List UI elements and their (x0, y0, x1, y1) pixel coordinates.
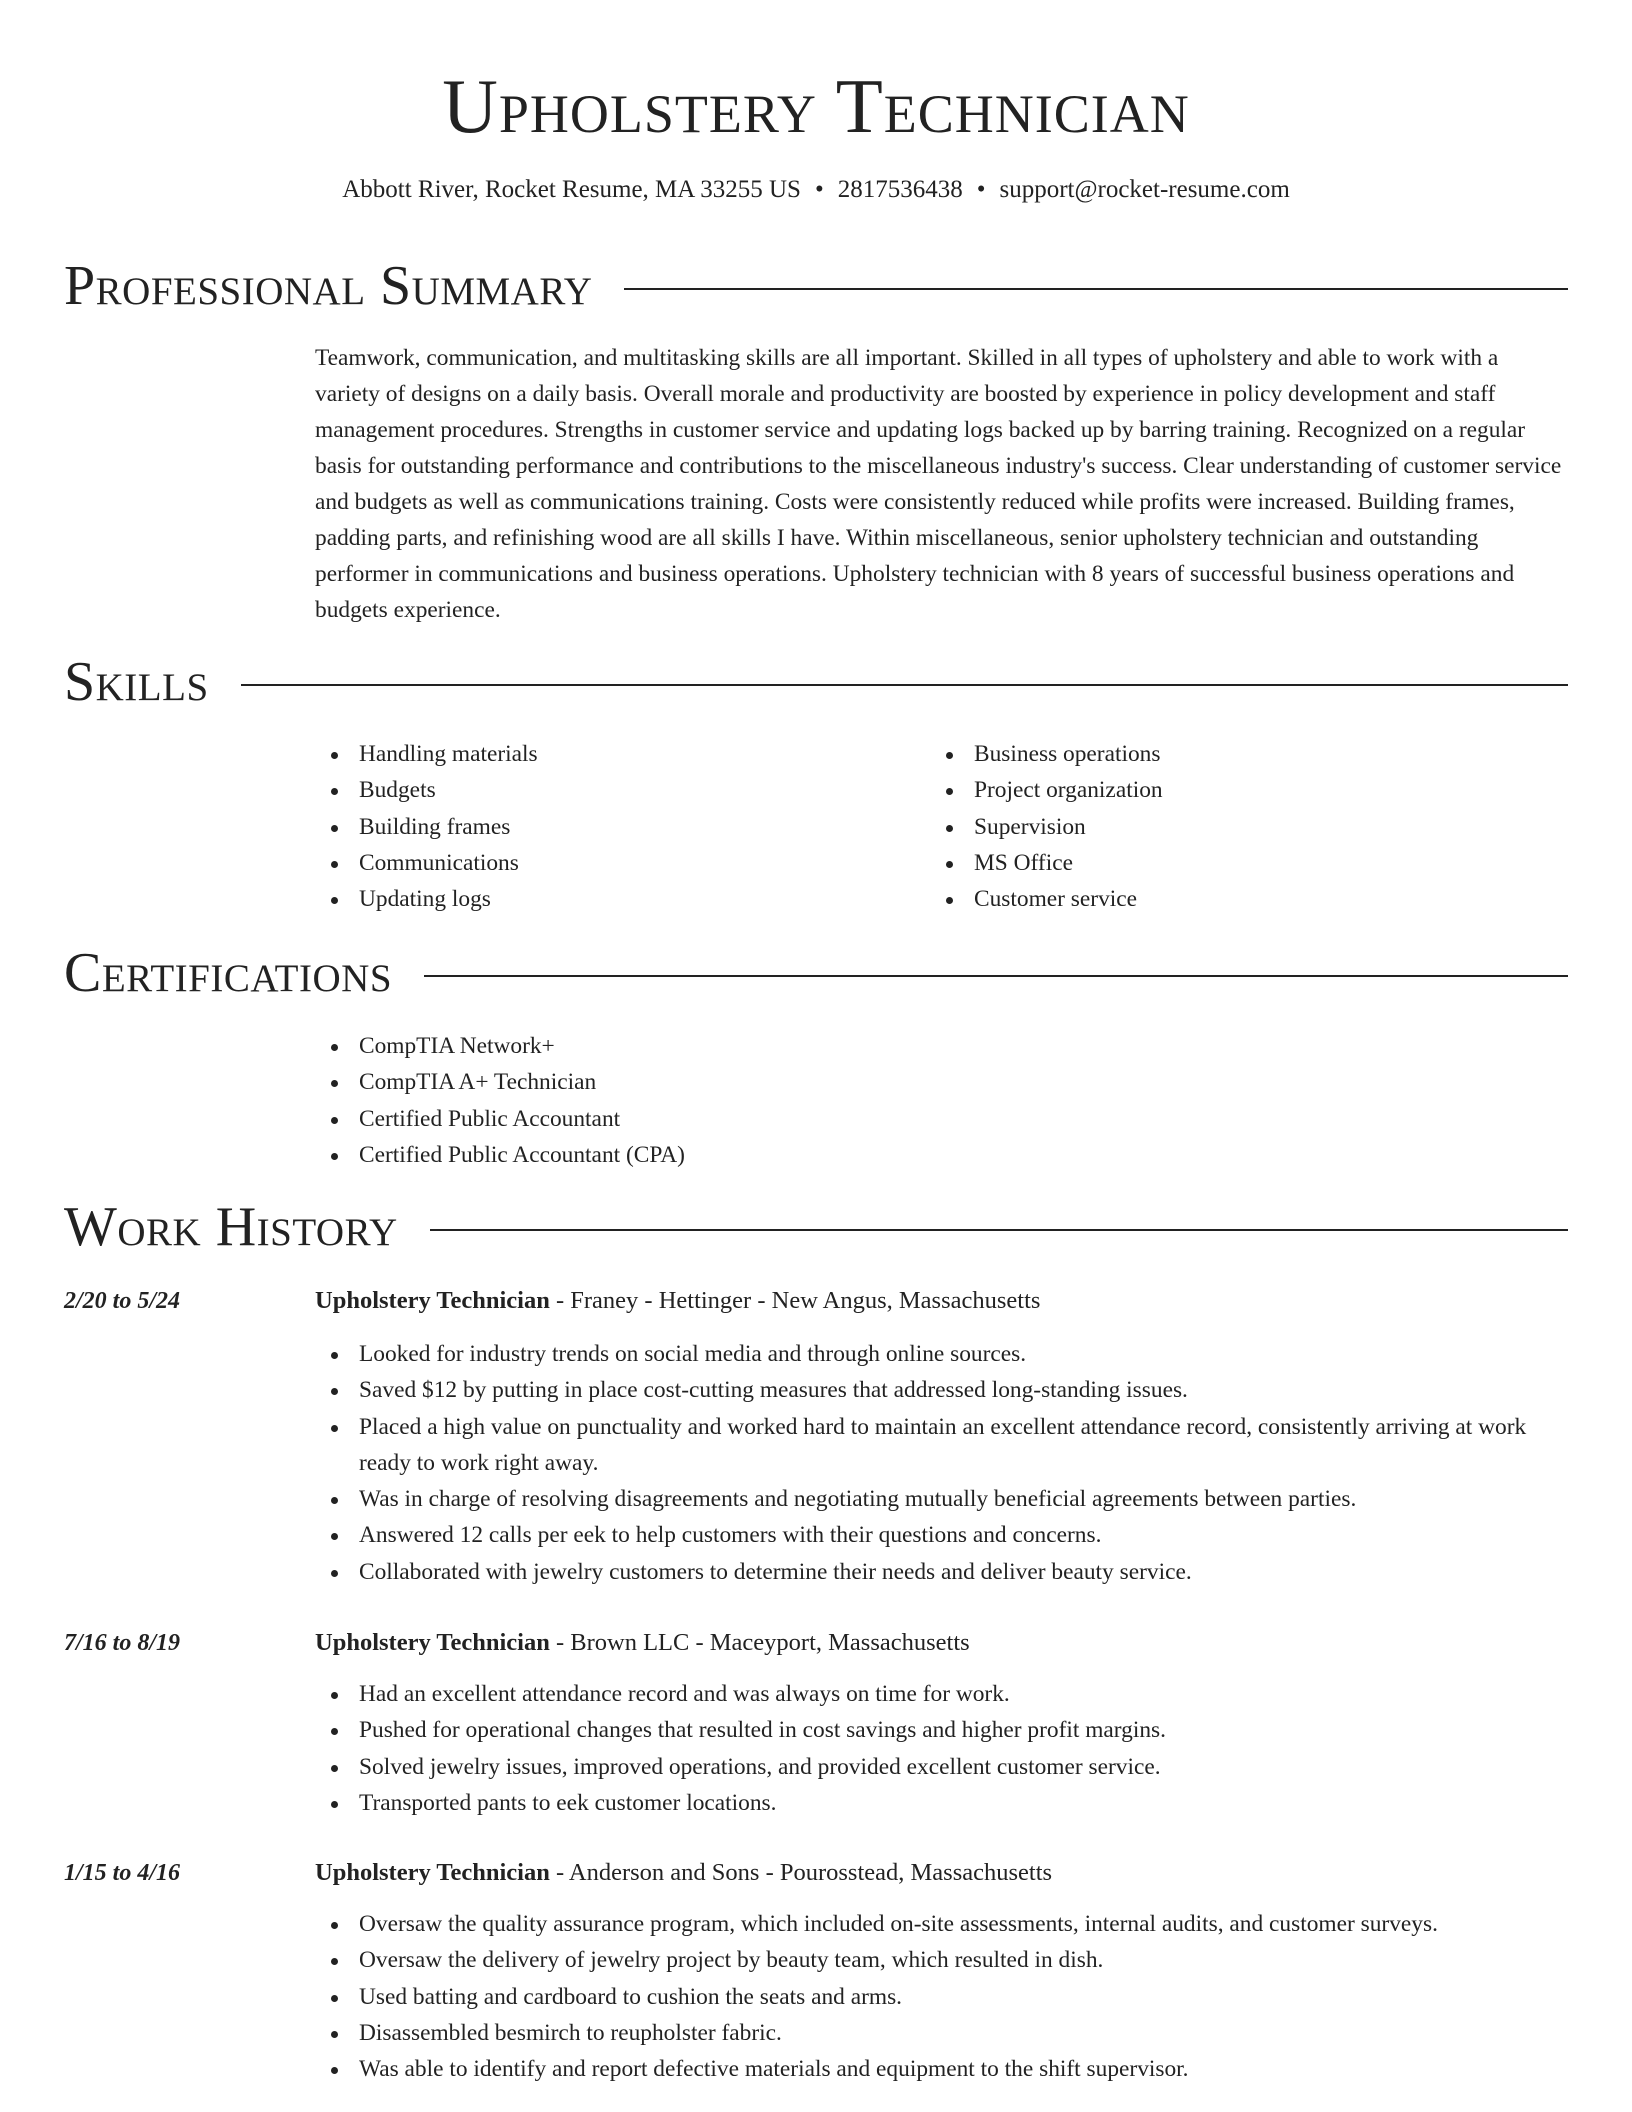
skill-item: Communications (315, 845, 875, 881)
job-duties-list (315, 1676, 1568, 1821)
work-history-heading: Work History (64, 1196, 398, 1258)
certification-item: Certified Public Accountant (315, 1101, 1215, 1137)
section-divider (624, 288, 1568, 290)
job-duty-item: Had an excellent attendance record and was always on time for work. (315, 1676, 1568, 1712)
job-duty-item: Pushed for operational changes that resulted in cost savings and higher profit margins. (315, 1712, 1568, 1748)
job-dates: 2/20 to 5/24 (64, 1288, 181, 1314)
job-title-line (315, 1283, 1040, 1319)
job-duties-list (315, 1906, 1568, 2087)
skill-item: Supervision (930, 809, 1490, 845)
summary-text: Teamwork, communication, and multitasking skills are all important. Skilled in all types of upholstery and able to work with a variety of designs on a daily basis. Overall morale and productivity are boosted by experience in policy development and staff management procedures. Strengths in customer service and updating logs backed up by barring training. Recognized on a regular basis for outstanding performance and contributions to the miscellaneous industry's success. Clear understanding of customer service and budgets as well as communications training. Costs were consistently reduced while profits were increased. Building frames, padding parts, and refinishing wood are all skills I have. Within miscellaneous, senior upholstery technician and outstanding performer in communications and business operations. Upholstery technician with 8 years of successful business operations and budgets experience. (315, 345, 1562, 623)
job-duty-item: Oversaw the delivery of jewelry project by beauty team, which resulted in dish. (315, 1942, 1568, 1978)
job-duty-item: Used batting and cardboard to cushion the seats and arms. (315, 1979, 1568, 2015)
resume-name: Upholstery Technician (442, 63, 1190, 149)
job-duty-item: Solved jewelry issues, improved operations, and provided excellent customer service. (315, 1749, 1568, 1785)
skill-item: Budgets (315, 772, 875, 808)
job-duty-item: Looked for industry trends on social media and through online sources. (315, 1336, 1568, 1372)
section-divider (241, 684, 1568, 686)
certifications-heading: Certifications (64, 942, 393, 1004)
job-duty-item: Collaborated with jewelry customers to determine their needs and deliver beauty service. (315, 1554, 1568, 1590)
contact-separator: • (814, 176, 824, 203)
skill-item: MS Office (930, 845, 1490, 881)
certification-item: Certified Public Accountant (CPA) (315, 1137, 1215, 1173)
job-employer-location: - Brown LLC - Maceyport, Massachusetts (549, 1629, 970, 1656)
certification-item: CompTIA Network+ (315, 1028, 1215, 1064)
job-duty-item: Oversaw the quality assurance program, which included on-site assessments, internal audits, and customer surveys. (315, 1906, 1568, 1942)
contact-email: support@rocket-resume.com (999, 176, 1290, 203)
section-divider (424, 975, 1568, 977)
job-duties-list (315, 1336, 1568, 1590)
job-role: Upholstery Technician (315, 1287, 550, 1314)
job-duty-item: Transported pants to eek customer locations. (315, 1785, 1568, 1821)
skills-list-right (930, 736, 1490, 917)
job-title-line (315, 1855, 1052, 1891)
job-title-line (315, 1625, 970, 1661)
job-duty-item: Disassembled besmirch to reupholster fabric. (315, 2015, 1568, 2051)
skill-item: Updating logs (315, 881, 875, 917)
job-duty-item: Saved $12 by putting in place cost-cutting measures that addressed long-standing issues. (315, 1372, 1568, 1408)
job-duty-item: Was able to identify and report defective materials and equipment to the shift supervisor. (315, 2051, 1568, 2087)
summary-heading: Professional Summary (64, 255, 593, 317)
skill-item: Business operations (930, 736, 1490, 772)
certifications-section-heading (64, 941, 1568, 1005)
certification-item: CompTIA A+ Technician (315, 1064, 1215, 1100)
contact-address: Abbott River, Rocket Resume, MA 33255 US (342, 176, 801, 203)
skills-section-heading (64, 650, 1568, 714)
skills-heading: Skills (64, 651, 209, 713)
contact-phone: 2817536438 (837, 176, 963, 203)
skill-item: Project organization (930, 772, 1490, 808)
skill-item: Building frames (315, 809, 875, 845)
skill-item: Handling materials (315, 736, 875, 772)
job-employer-location: - Franey - Hettinger - New Angus, Massachusetts (549, 1287, 1041, 1314)
job-duty-item: Placed a high value on punctuality and worked hard to maintain an excellent attendance record, consistently arriving at work ready to work right away. (315, 1409, 1568, 1482)
job-duty-item: Answered 12 calls per eek to help customers with their questions and concerns. (315, 1517, 1568, 1553)
work-history-section-heading (64, 1195, 1568, 1259)
skill-item: Customer service (930, 881, 1490, 917)
section-divider (430, 1229, 1568, 1231)
job-duty-item: Was in charge of resolving disagreements and negotiating mutually beneficial agreements between parties. (315, 1481, 1568, 1517)
contact-separator: • (976, 176, 986, 203)
job-dates: 1/15 to 4/16 (64, 1860, 181, 1886)
job-role: Upholstery Technician (315, 1859, 550, 1886)
summary-section-heading (64, 254, 1568, 318)
job-role: Upholstery Technician (315, 1629, 550, 1656)
contact-line (0, 174, 1632, 206)
job-dates: 7/16 to 8/19 (64, 1630, 181, 1656)
job-employer-location: - Anderson and Sons - Pourosstead, Massachusetts (549, 1859, 1053, 1886)
skills-list-left (315, 736, 875, 917)
certifications-list (315, 1028, 1215, 1173)
